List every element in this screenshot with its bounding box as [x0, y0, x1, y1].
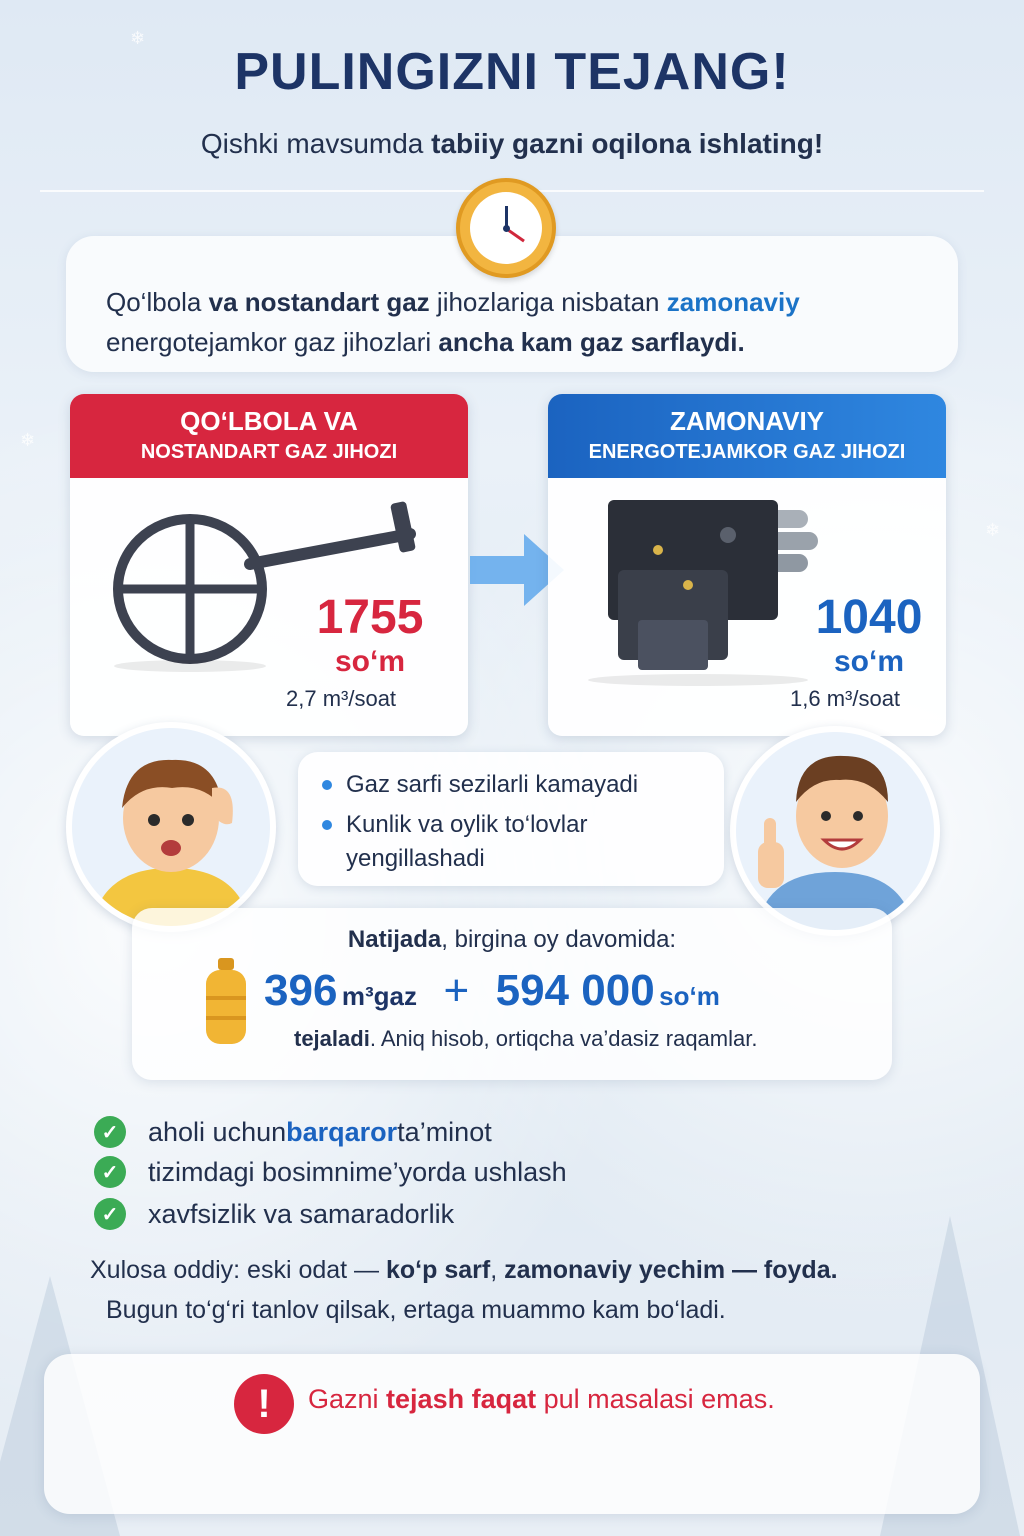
bullet-icon [322, 780, 332, 790]
check-text: ta’minot [397, 1116, 492, 1147]
check-item [94, 1198, 454, 1230]
gas-rate: 1,6 m³/soat [790, 686, 901, 711]
benefit-text: Gaz sarfi sezilarli kamayadi [346, 771, 639, 798]
check-icon: ✓ [94, 1116, 126, 1148]
warning-text-part: pul masalasi emas. [536, 1384, 775, 1414]
gas-rate: 2,7 m³/soat [286, 686, 397, 711]
snowflake-icon: ❄ [985, 520, 1001, 541]
card-header [70, 394, 468, 478]
benefit-text: Kunlik va oylik to‘lovlar yengillashadi [346, 811, 588, 872]
card-subheading: NOSTANDART GAZ JIHOZI [140, 441, 398, 463]
check-icon: ✓ [94, 1156, 126, 1188]
exclamation-icon: ! [234, 1374, 294, 1434]
worried-man-avatar [66, 722, 276, 932]
price-value: 1040 [815, 591, 923, 644]
page-subtitle [0, 128, 1024, 160]
result-note-bold: tejaladi [294, 1026, 370, 1051]
check-item [94, 1156, 567, 1188]
conclusion-text: Xulosa oddiy: eski odat — [90, 1256, 386, 1284]
happy-man-avatar [730, 726, 940, 936]
warning-text [308, 1384, 775, 1415]
card-homemade-device [70, 394, 468, 736]
intro-text-part: Qo‘lbola [106, 287, 209, 317]
benefit-item [322, 808, 702, 876]
price-value: 1755 [316, 591, 424, 644]
result-label-text: , birgina oy davomida: [441, 926, 677, 953]
check-text: aholi uchun [148, 1116, 287, 1147]
subtitle-text: Qishki mavsumda [200, 128, 432, 159]
result-label-bold: Natijada [347, 926, 442, 953]
price-currency: so‘m [334, 645, 406, 678]
result-card [132, 908, 892, 1080]
money-saved-unit: so‘m [659, 981, 720, 1011]
result-label [132, 926, 892, 954]
plus-sign: + [443, 966, 470, 1015]
modern-burner-icon [578, 490, 818, 690]
conclusion-text: , [490, 1256, 505, 1284]
check-item [94, 1116, 492, 1148]
gas-cylinder-icon [202, 956, 250, 1048]
bullet-icon [322, 820, 332, 830]
card-header [548, 394, 946, 478]
subtitle-emphasis: tabiiy gazni oqilona ishlating! [431, 128, 824, 159]
result-figures [264, 966, 864, 1016]
snowflake-icon: ❄ [130, 28, 146, 49]
conclusion-bold: zamonaviy yechim — foyda. [504, 1256, 838, 1284]
price-block [794, 592, 944, 680]
warning-text-part: Gazni [308, 1384, 387, 1414]
check-text: xavfsizlik va samaradorlik [148, 1198, 455, 1229]
gas-saved-unit: m³gaz [341, 981, 417, 1011]
result-note-text: . Aniq hisob, ortiqcha va’dasiz raqamlar. [369, 1026, 758, 1051]
card-heading: ZAMONAVIY [669, 406, 825, 436]
gas-saved-value: 396 [264, 966, 338, 1015]
check-text: me’yorda ushlash [355, 1156, 567, 1187]
card-heading: QO‘LBOLA VA [180, 406, 358, 436]
intro-text-part: jihozlariga nisbatan [429, 287, 667, 317]
snowflake-icon: ❄ [20, 430, 36, 451]
check-text: tizimdagi bosimni [148, 1156, 356, 1187]
warning-text-bold: tejash faqat [386, 1384, 537, 1414]
card-subheading: ENERGOTEJAMKOR GAZ JIHOZI [588, 441, 906, 463]
conclusion-bold: ko‘p sarf [386, 1256, 491, 1284]
conclusion-line [90, 1256, 838, 1285]
intro-text-highlight: zamonaviy [666, 287, 800, 317]
result-note [294, 1026, 854, 1052]
money-saved-value: 594 000 [495, 966, 655, 1015]
warning-card [44, 1354, 980, 1514]
price-currency: so‘m [833, 645, 905, 678]
check-text-highlight: barqaror [286, 1116, 398, 1147]
page-title: PULINGIZNI TEJANG! [234, 43, 790, 101]
price-block [280, 592, 460, 680]
benefit-item [322, 768, 638, 802]
card-modern-device [548, 394, 946, 736]
check-icon: ✓ [94, 1198, 126, 1230]
intro-text-bold: ancha kam gaz sarflaydi. [438, 327, 745, 357]
benefits-card [298, 752, 724, 886]
clock-icon [456, 178, 556, 278]
intro-text-bold: va nostandart gaz [208, 287, 430, 317]
intro-text [106, 282, 946, 362]
intro-text-part: energotejamkor gaz jihozlari [106, 327, 439, 357]
conclusion-line: Bugun to‘g‘ri tanlov qilsak, ertaga muammo kam bo‘ladi. [106, 1296, 726, 1324]
